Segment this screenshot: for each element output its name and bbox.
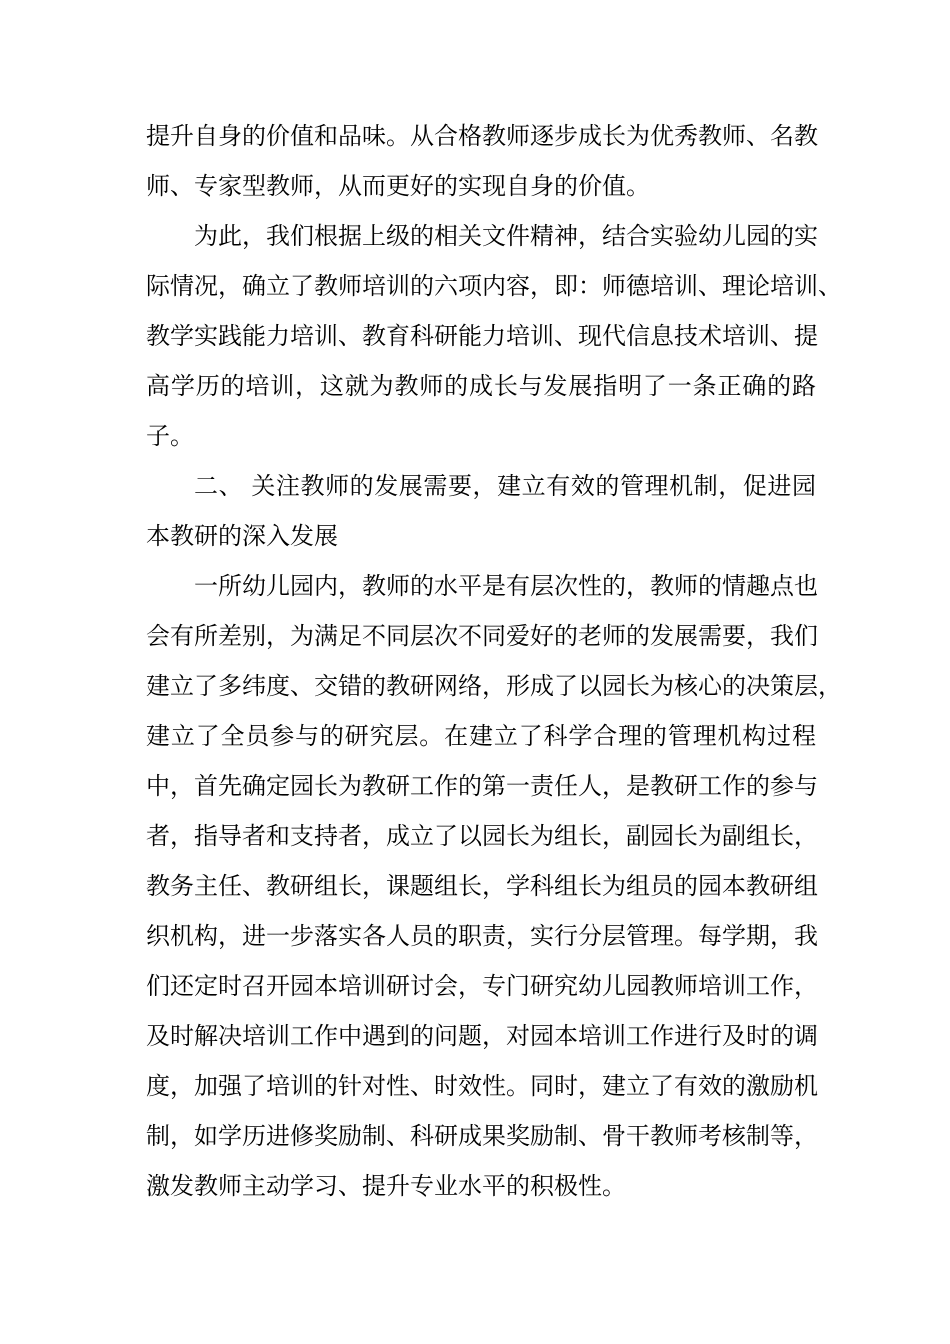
text-line: 制，如学历进修奖励制、科研成果奖励制、骨干教师考核制等， [146, 1122, 818, 1150]
text-line: 二、 关注教师的发展需要，建立有效的管理机制，促进园 [194, 472, 816, 500]
text-line: 一所幼儿园内，教师的水平是有层次性的，教师的情趣点也 [194, 572, 818, 600]
text-line: 高学历的培训，这就为教师的成长与发展指明了一条正确的路 [146, 372, 816, 400]
text-line: 会有所差别，为满足不同层次不同爱好的老师的发展需要，我们 [146, 622, 818, 650]
document-body [146, 111, 842, 1211]
text-line: 们还定时召开园本培训研讨会，专门研究幼儿园教师培训工作， [146, 972, 818, 1000]
text-line: 激发教师主动学习、提升专业水平的积极性。 [146, 1172, 626, 1200]
text-line: 师、专家型教师，从而更好的实现自身的价值。 [146, 172, 650, 200]
section-heading-2 [146, 461, 816, 561]
text-line: 及时解决培训工作中遇到的问题，对园本培训工作进行及时的调 [146, 1022, 818, 1050]
paragraph-4 [146, 561, 842, 1211]
text-line: 为此，我们根据上级的相关文件精神，结合实验幼儿园的实 [194, 222, 818, 250]
text-line: 教学实践能力培训、教育科研能力培训、现代信息技术培训、提 [146, 322, 818, 350]
text-line: 子。 [146, 422, 194, 450]
text-line: 中，首先确定园长为教研工作的第一责任人，是教研工作的参与 [146, 772, 818, 800]
paragraph-1 [146, 111, 816, 211]
text-line: 者，指导者和支持者，成立了以园长为组长，副园长为副组长， [146, 822, 818, 850]
text-line: 际情况，确立了教师培训的六项内容，即：师德培训、理论培训、 [146, 272, 842, 300]
text-line: 本教研的深入发展 [146, 522, 338, 550]
paragraph-2 [146, 211, 842, 461]
text-line: 度，加强了培训的针对性、时效性。同时，建立了有效的激励机 [146, 1072, 818, 1100]
text-line: 建立了多纬度、交错的教研网络，形成了以园长为核心的决策层， [146, 672, 842, 700]
text-line: 建立了全员参与的研究层。在建立了科学合理的管理机构过程 [146, 722, 816, 750]
text-line: 教务主任、教研组长，课题组长，学科组长为组员的园本教研组 [146, 872, 818, 900]
text-line: 提升自身的价值和品味。从合格教师逐步成长为优秀教师、名教 [146, 122, 818, 150]
text-line: 织机构，进一步落实各人员的职责，实行分层管理。每学期，我 [146, 922, 818, 950]
